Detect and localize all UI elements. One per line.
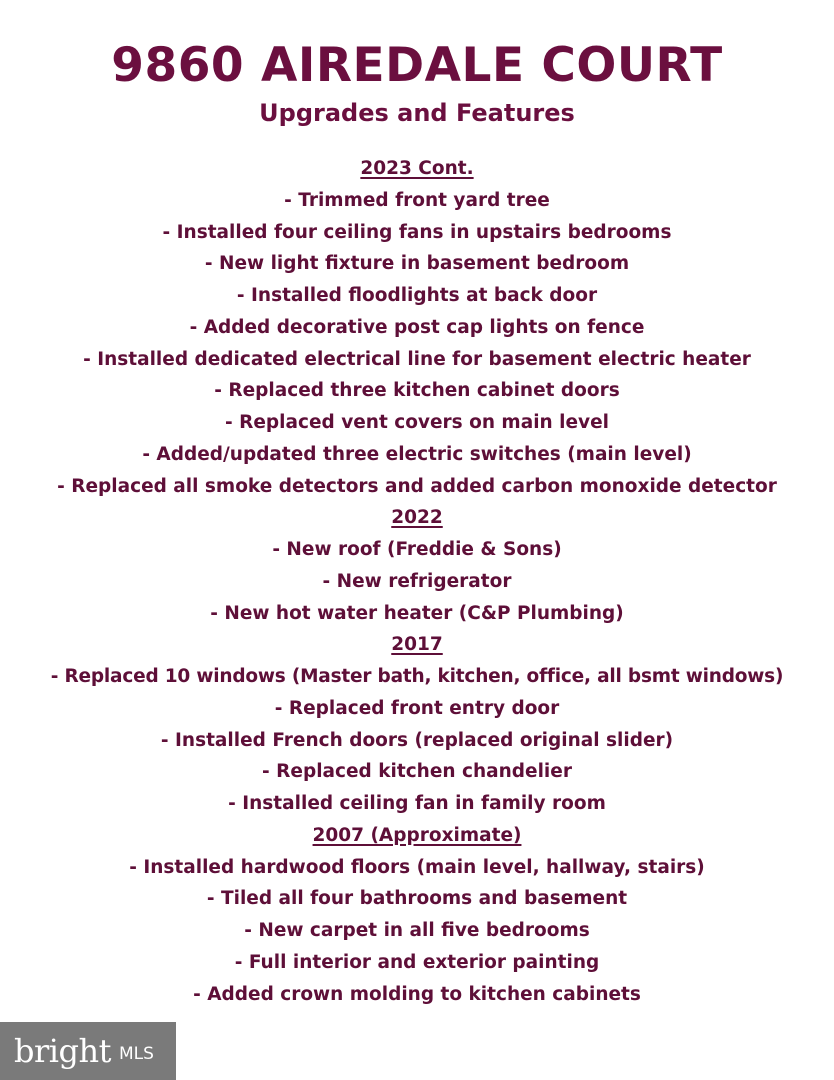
watermark-suffix: MLS — [118, 1043, 154, 1064]
section-heading-2023: 2023 Cont. — [360, 158, 474, 179]
list-item: - Replaced three kitchen cabinet doors — [214, 380, 620, 402]
section-heading-2017: 2017 — [391, 634, 443, 656]
list-item: - Installed hardwood floors (main level, hallway, stairs) — [129, 856, 705, 878]
list-item: - New roof (Freddie & Sons) — [272, 539, 562, 560]
list-item: - New refrigerator — [322, 570, 512, 592]
list-item: - Replaced all smoke detectors and added carbon monoxide detector — [57, 475, 777, 497]
upgrades-list — [0, 153, 834, 1010]
list-item: - Tiled all four bathrooms and basement — [206, 888, 628, 910]
page-subtitle: Upgrades and Features — [259, 99, 575, 127]
list-item: - Installed floodlights at back door — [236, 285, 598, 306]
watermark-brand: bright — [14, 1032, 111, 1070]
list-item: - Installed French doors (replaced original slider) — [160, 729, 674, 751]
list-item: - Replaced kitchen chandelier — [262, 761, 572, 783]
list-item: - Installed dedicated electrical line for basement electric heater — [83, 348, 751, 370]
list-item: - Installed ceiling fan in family room — [228, 793, 606, 814]
list-item: - New hot water heater (C&P Plumbing) — [210, 602, 624, 624]
list-item: - Added decorative post cap lights on fence — [189, 316, 645, 338]
bright-mls-watermark — [0, 1022, 176, 1080]
list-item: - Installed four ceiling fans in upstairs bedrooms — [162, 221, 672, 243]
section-heading-2007: 2007 (Approximate) — [312, 824, 522, 846]
list-item: - Replaced 10 windows (Master bath, kitchen, office, all bsmt windows) — [50, 666, 784, 687]
list-item: - Replaced vent covers on main level — [225, 412, 609, 433]
list-item: - Added/updated three electric switches (main level) — [142, 443, 692, 465]
section-heading-2022: 2022 — [391, 507, 443, 529]
list-item: - Replaced front entry door — [274, 697, 560, 719]
list-item: - New carpet in all five bedrooms — [244, 920, 590, 941]
list-item: - Trimmed front yard tree — [284, 189, 550, 211]
list-item: - Full interior and exterior painting — [234, 951, 600, 973]
list-item: - New light fixture in basement bedroom — [204, 253, 630, 275]
list-item: - Added crown molding to kitchen cabinets — [193, 983, 641, 1005]
page-title: 9860 AIREDALE COURT — [111, 38, 723, 93]
